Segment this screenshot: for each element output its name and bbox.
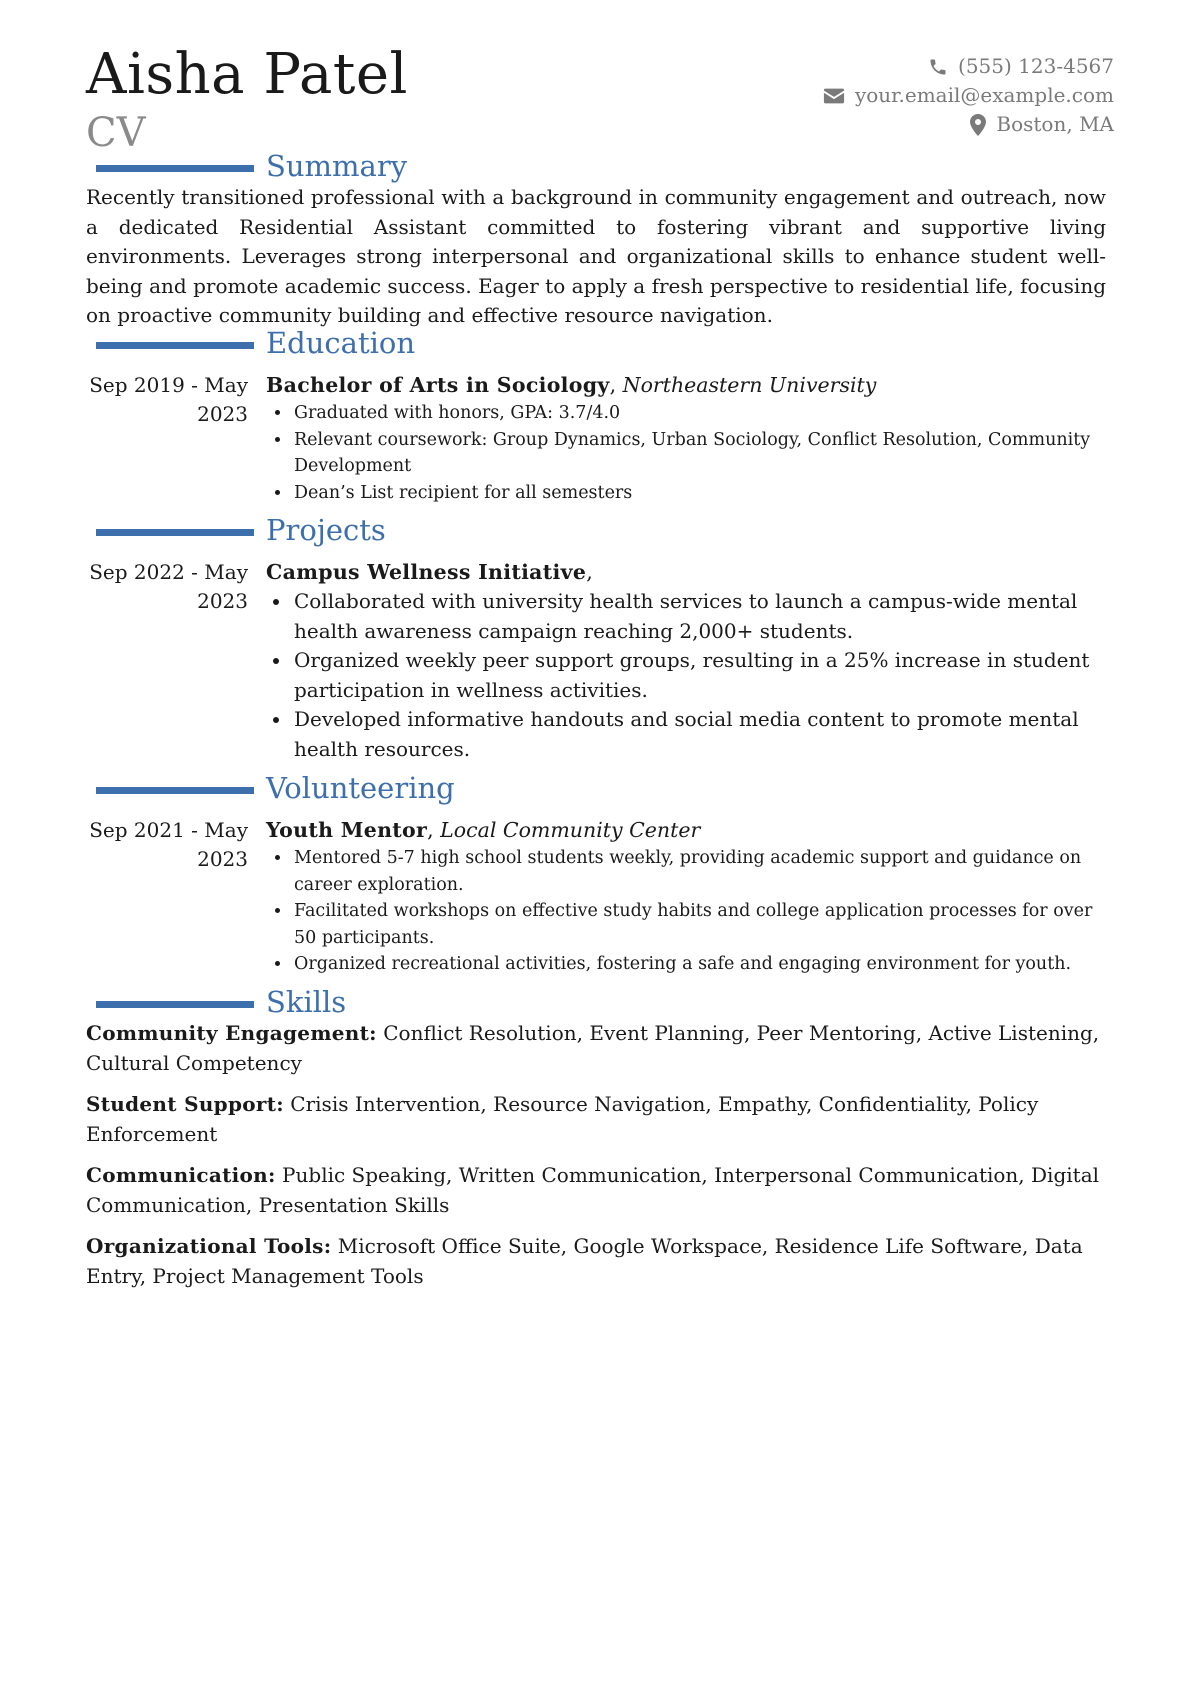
skill-label: Communication: xyxy=(86,1163,276,1187)
section-rule xyxy=(96,342,254,349)
date-line: Sep 2019 - May xyxy=(89,373,248,397)
section-header xyxy=(86,985,1106,1024)
degree-title: Bachelor of Arts in Sociology xyxy=(266,373,610,397)
list-item: • Graduated with honors, GPA: 3.7/4.0 xyxy=(292,400,1106,427)
section-rule xyxy=(96,529,254,536)
email-text: your.email@example.com xyxy=(854,83,1114,107)
skill-group xyxy=(86,1232,1106,1291)
list-item: • Relevant coursework: Group Dynamics, Urban Sociology, Conflict Resolution, Community Development xyxy=(292,427,1106,480)
skills-list xyxy=(86,1019,1106,1291)
skill-items: Conflict Resolution, Event Planning, Peer Mentoring, Active Listening, Cultural Competency xyxy=(86,1021,1100,1075)
skill-label: Community Engagement: xyxy=(86,1021,377,1045)
contact-block xyxy=(823,52,1114,139)
summary-section xyxy=(86,149,1106,331)
section-rule xyxy=(96,1001,254,1008)
skill-group xyxy=(86,1161,1106,1220)
entry-date xyxy=(86,558,248,616)
envelope-icon xyxy=(823,87,845,105)
organization-name: Local Community Center xyxy=(440,818,701,842)
map-marker-icon xyxy=(970,114,986,136)
contact-phone xyxy=(823,52,1114,81)
section-title: Projects xyxy=(266,513,386,547)
section-rule xyxy=(96,165,254,172)
date-line: 2023 xyxy=(197,402,248,426)
skill-items: Microsoft Office Suite, Google Workspace, Residence Life Software, Data Entry, Project Management Tools xyxy=(86,1234,1083,1288)
skill-label: Organizational Tools: xyxy=(86,1234,332,1258)
list-item: • Collaborated with university health services to launch a campus-wide mental health awareness campaign reaching 2,000+ students. xyxy=(292,587,1106,646)
section-title: Summary xyxy=(266,149,408,183)
location-text: Boston, MA xyxy=(996,112,1114,136)
skill-label: Student Support: xyxy=(86,1092,284,1116)
section-title: Skills xyxy=(266,985,347,1019)
skill-items: Crisis Intervention, Resource Navigation, Empathy, Confidentiality, Policy Enforcement xyxy=(86,1092,1039,1146)
section-header xyxy=(86,771,1106,810)
bullet-list xyxy=(266,845,1106,978)
contact-email xyxy=(823,81,1114,110)
section-rule xyxy=(96,787,254,794)
volunteering-section xyxy=(86,771,1106,978)
date-line: Sep 2021 - May xyxy=(89,818,248,842)
bullet-list xyxy=(266,400,1106,506)
bullet-list xyxy=(266,587,1106,764)
candidate-name: Aisha Patel xyxy=(86,42,408,107)
list-item: • Mentored 5-7 high school students weekly, providing academic support and guidance on career exploration. xyxy=(292,845,1106,898)
skill-items: Public Speaking, Written Communication, Interpersonal Communication, Digital Communication, Presentation Skills xyxy=(86,1163,1100,1217)
entry-heading xyxy=(266,558,1106,587)
entry-heading xyxy=(266,371,1106,400)
volunteering-entry xyxy=(86,816,1106,978)
section-title: Education xyxy=(266,326,416,360)
section-header xyxy=(86,513,1106,552)
list-item: • Organized recreational activities, fostering a safe and engaging environment for youth. xyxy=(292,951,1106,978)
date-line: Sep 2022 - May xyxy=(89,560,248,584)
entry-body xyxy=(266,816,1106,978)
entry-date xyxy=(86,371,248,429)
section-header xyxy=(86,149,1106,188)
project-name: Campus Wellness Initiative xyxy=(266,560,587,584)
document-subtitle: CV xyxy=(86,110,146,156)
role-title: Youth Mentor xyxy=(266,818,428,842)
list-item: • Developed informative handouts and social media content to promote mental health resources. xyxy=(292,705,1106,764)
list-item: • Dean’s List recipient for all semesters xyxy=(292,480,1106,507)
projects-section xyxy=(86,513,1106,764)
education-entry xyxy=(86,371,1106,506)
phone-text: (555) 123-4567 xyxy=(958,54,1114,78)
date-line: 2023 xyxy=(197,589,248,613)
school-name: Northeastern University xyxy=(622,373,877,397)
skill-group xyxy=(86,1090,1106,1149)
entry-heading xyxy=(266,816,1106,845)
skills-section xyxy=(86,985,1106,1303)
separator: , xyxy=(586,560,593,584)
entry-body xyxy=(266,558,1106,764)
summary-text: Recently transitioned professional with a background in community engagement and outreach, now a dedicated Residential Assistant committed to fostering vibrant and supportive living environments. Leverages strong interpersonal and organizational skills to enhance student well-being and promote academic success. Eager to apply a fresh perspective to residential life, focusing on proactive community building and effective resource navigation. xyxy=(86,185,1106,327)
list-item: • Facilitated workshops on effective study habits and college application processes for over 50 participants. xyxy=(292,898,1106,951)
entry-body xyxy=(266,371,1106,506)
education-section xyxy=(86,326,1106,506)
skill-group xyxy=(86,1019,1106,1078)
section-header xyxy=(86,326,1106,365)
list-item: • Organized weekly peer support groups, resulting in a 25% increase in student participation in wellness activities. xyxy=(292,646,1106,705)
entry-date xyxy=(86,816,248,874)
separator: , xyxy=(609,373,623,397)
project-entry xyxy=(86,558,1106,764)
phone-icon xyxy=(928,57,948,77)
date-line: 2023 xyxy=(197,847,248,871)
contact-location xyxy=(823,110,1114,139)
section-title: Volunteering xyxy=(266,771,455,805)
separator: , xyxy=(427,818,441,842)
